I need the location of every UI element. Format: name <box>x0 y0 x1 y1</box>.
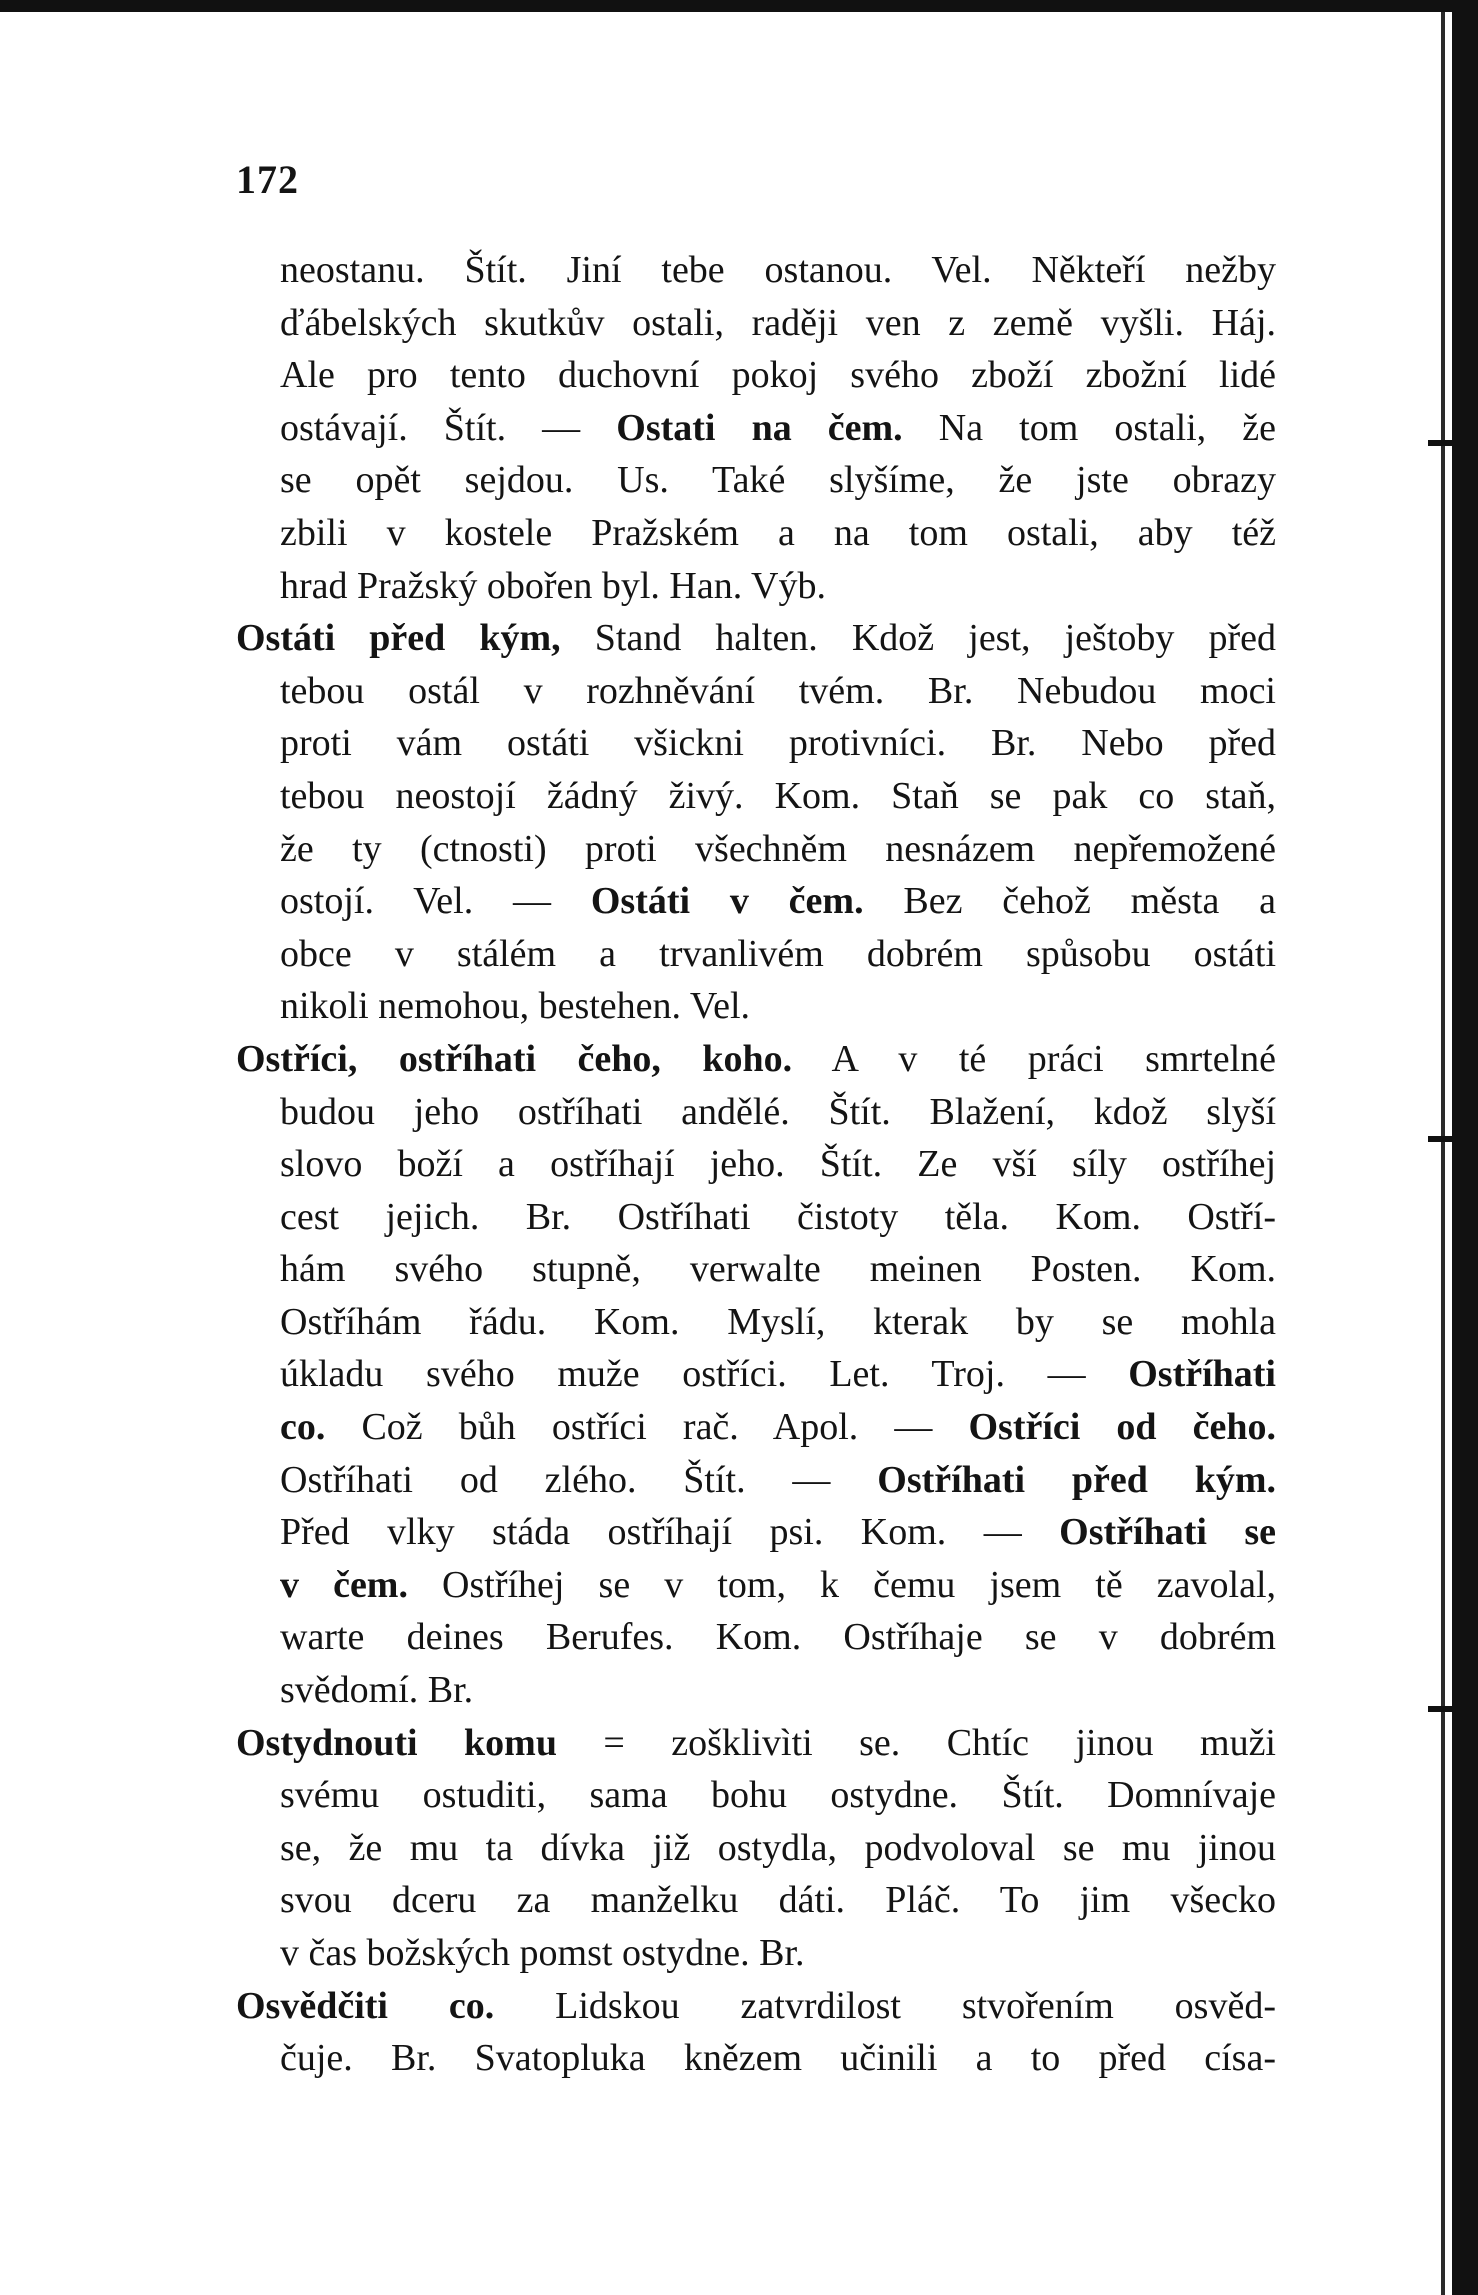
text-run: Ale pro tento duchovní pokoj svého zboží zbožní lidé <box>280 354 1276 397</box>
text-run: svému ostuditi, sama bohu ostydne. Štít. Domnívaje <box>280 1774 1276 1817</box>
text-run: Což bůh ostříci rač. Apol. — <box>325 1406 969 1449</box>
text-line <box>236 297 1276 350</box>
text-line <box>236 1296 1276 1349</box>
text-run: Stand halten. Kdož jest, ještoby před <box>560 617 1276 660</box>
edge-tick-mark <box>1428 1136 1458 1142</box>
scan-right-edge <box>1452 0 1478 2295</box>
text-line <box>236 1927 1276 1980</box>
text-run: tebou ostál v rozhněvání tvém. Br. Nebudou moci <box>280 669 1276 712</box>
text-run: Bez čehož města a <box>863 880 1276 923</box>
text-line <box>236 1243 1276 1296</box>
headword: co. <box>280 1406 326 1449</box>
dictionary-entry <box>236 1033 1276 1717</box>
text-line <box>236 1611 1276 1664</box>
text-line <box>236 560 1276 613</box>
text-run: warte deines Berufes. Kom. Ostříhaje se v dobrém <box>280 1616 1276 1659</box>
text-line <box>236 823 1276 876</box>
text-line <box>236 349 1276 402</box>
text-run: budou jeho ostříhati andělé. Štít. Blažení, kdož slyší <box>280 1090 1276 1133</box>
headword: Ostříhati <box>1128 1353 1276 1396</box>
text-line <box>236 402 1276 455</box>
headword: Ostříhati před kým. <box>877 1458 1276 1501</box>
text-run: slovo boží a ostříhají jeho. Štít. Ze vší síly ostříhej <box>280 1143 1276 1186</box>
text-run: Lidskou zatvrdilost stvořením osvěd- <box>494 1984 1276 2027</box>
text-run: Na tom ostali, že <box>902 406 1277 449</box>
page-number: 172 <box>236 157 299 202</box>
headword: v čem. <box>280 1563 408 1606</box>
text-run: se opět sejdou. Us. Také slyšíme, že jste obrazy <box>280 459 1276 502</box>
text-line <box>236 2032 1276 2085</box>
edge-tick-mark <box>1428 1706 1458 1712</box>
text-line <box>236 1506 1276 1559</box>
text-line <box>236 875 1276 928</box>
text-line <box>236 244 1276 297</box>
edge-tick-mark <box>1428 440 1458 446</box>
text-line <box>236 612 1276 665</box>
text-run: čuje. Br. Svatopluka knězem učinili a to před císa- <box>280 2037 1276 2080</box>
text-run: v čas božských pomst ostydne. Br. <box>280 1932 805 1974</box>
page-edge-rule <box>1441 12 1445 2295</box>
text-line <box>236 980 1276 1033</box>
text-run: Ostříhej se v tom, k čemu jsem tě zavolal, <box>407 1563 1277 1606</box>
text-line <box>236 1191 1276 1244</box>
text-run: hám svého stupně, verwalte meinen Posten. Kom. <box>280 1248 1276 1291</box>
text-line <box>236 1033 1276 1086</box>
headword: Ostáti v čem. <box>590 880 864 923</box>
scan-top-edge <box>0 0 1452 12</box>
text-run: úkladu svého muže ostříci. Let. Troj. — <box>280 1353 1129 1396</box>
text-run: se, že mu ta dívka již ostydla, podvoloval se mu jinou <box>280 1826 1276 1869</box>
headword: Ostáti před kým, <box>236 617 561 660</box>
headword: Ostříci, ostříhati čeho, koho. <box>236 1037 793 1080</box>
text-line <box>236 1664 1276 1717</box>
text-line <box>236 665 1276 718</box>
text-run: cest jejich. Br. Ostříhati čistoty těla. Kom. Ostří- <box>280 1195 1276 1238</box>
text-line <box>236 1454 1276 1507</box>
text-line <box>236 928 1276 981</box>
text-line <box>236 1138 1276 1191</box>
text-line <box>236 1874 1276 1927</box>
dictionary-entry <box>236 1980 1276 2085</box>
text-run: hrad Pražský obořen byl. Han. Výb. <box>280 564 826 607</box>
dictionary-entry <box>236 1717 1276 1980</box>
text-line <box>236 1717 1276 1770</box>
text-run: zbili v kostele Pražském a na tom ostali, aby též <box>280 511 1276 554</box>
text-run: Před vlky stáda ostříhají psi. Kom. — <box>280 1511 1060 1554</box>
dictionary-text-block <box>236 244 1276 2085</box>
text-run: svou dceru za manželku dáti. Pláč. To jim všecko <box>280 1879 1276 1922</box>
headword: Ostati na čem. <box>616 406 903 449</box>
headword: Ostříci od čeho. <box>968 1406 1276 1449</box>
text-line <box>236 1822 1276 1875</box>
text-run: ostojí. Vel. — <box>280 880 591 923</box>
text-line <box>236 1769 1276 1822</box>
text-run: nikoli nemohou, bestehen. Vel. <box>280 985 751 1028</box>
headword: Osvědčiti co. <box>236 1984 495 2027</box>
text-line <box>236 770 1276 823</box>
text-line <box>236 1559 1276 1612</box>
text-run: obce v stálém a trvanlivém dobrém spůsobu ostáti <box>280 932 1276 975</box>
text-run: Ostříhati od zlého. Štít. — <box>280 1458 878 1501</box>
text-line <box>236 1401 1276 1454</box>
text-line <box>236 454 1276 507</box>
text-run: svědomí. Br. <box>280 1669 474 1712</box>
text-run: Ostříhám řádu. Kom. Myslí, kterak by se mohla <box>280 1300 1276 1343</box>
text-line <box>236 1086 1276 1139</box>
text-run: = zošklivìti se. Chtíc jinou muži <box>556 1721 1276 1764</box>
text-run: A v té práci smrtelné <box>792 1037 1276 1080</box>
text-line <box>236 507 1276 560</box>
text-run: tebou neostojí žádný živý. Kom. Staň se pak co staň, <box>280 774 1276 817</box>
text-line <box>236 717 1276 770</box>
dictionary-entry <box>236 244 1276 612</box>
headword: Ostříhati se <box>1059 1511 1276 1554</box>
headword: Ostydnouti komu <box>236 1721 557 1764</box>
text-run: ostávají. Štít. — <box>280 406 617 449</box>
text-run: neostanu. Štít. Jiní tebe ostanou. Vel. Někteří nežby <box>280 249 1276 291</box>
text-line <box>236 1980 1276 2033</box>
text-line <box>236 1348 1276 1401</box>
text-run: ďábelských skutkův ostali, raději ven z země vyšli. Háj. <box>280 301 1276 344</box>
text-run: že ty (ctnosti) proti všechněm nesnázem nepřemožené <box>280 827 1276 870</box>
text-run: proti vám ostáti všickni protivníci. Br. Nebo před <box>280 722 1276 765</box>
dictionary-entry <box>236 612 1276 1033</box>
